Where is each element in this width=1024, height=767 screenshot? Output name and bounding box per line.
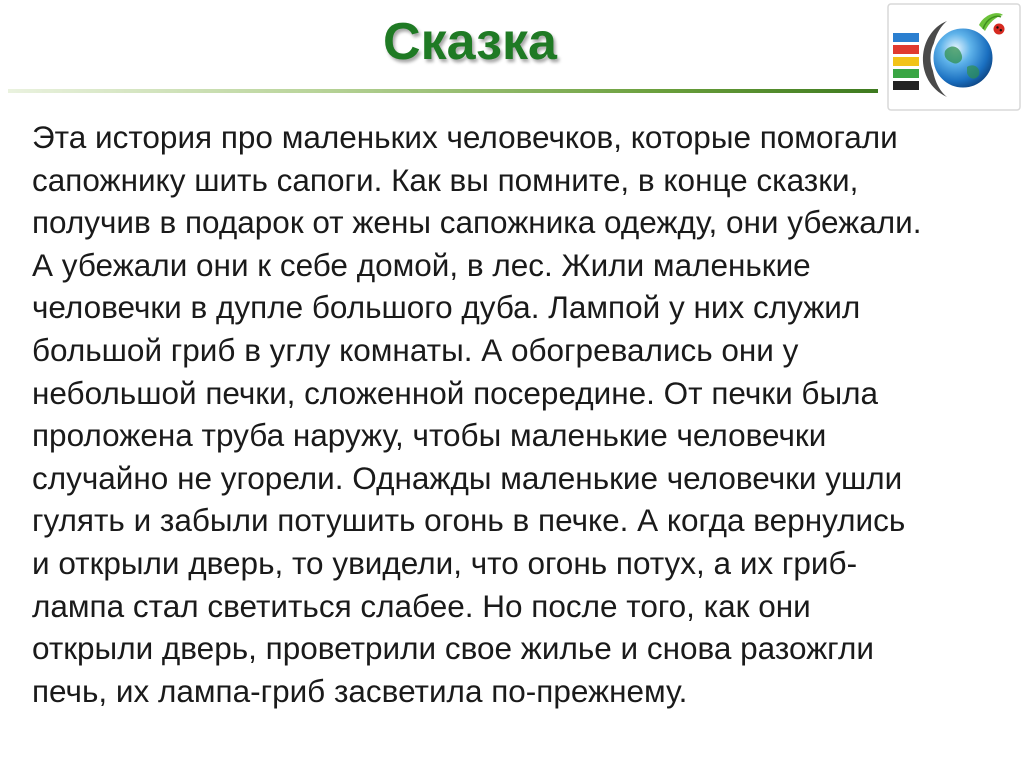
story-line: большой гриб в углу комнаты. А обогревались они у [32, 331, 799, 368]
story-line: Эта история про маленьких человечков, которые помогали [32, 119, 898, 155]
slide-title: Сказка [383, 13, 557, 71]
story-line: и открыли дверь, то увидели, что огонь потух, а их гриб- [32, 544, 858, 581]
story-line: гулять и забыли потушить огонь в печке. А когда вернулись [32, 502, 906, 539]
story-line: открыли дверь, проветрили свое жилье и снова разожгли [32, 630, 874, 667]
story-line: печь, их лампа-гриб засветила по-прежнему. [32, 672, 688, 709]
globe-logo-icon [887, 3, 1021, 111]
story-line: получив в подарок от жены сапожника одежду, они убежали. [32, 204, 922, 241]
title-underline [8, 89, 878, 93]
story-line: проложена труба наружу, чтобы маленькие человечки [32, 417, 827, 454]
story-text [32, 116, 1016, 712]
story-line: лампа стал светиться слабее. Но после того, как они [32, 587, 811, 624]
story-line: небольшой печки, сложенной посередине. От печки была [32, 374, 878, 411]
story-line: случайно не угорели. Однажды маленькие человечки ушли [32, 459, 903, 496]
story-line: А убежали они к себе домой, в лес. Жили маленькие [32, 246, 811, 283]
story-line: человечки в дупле большого дуба. Лампой у них служил [32, 289, 861, 326]
story-line: сапожнику шить сапоги. Как вы помните, в конце сказки, [32, 161, 859, 198]
